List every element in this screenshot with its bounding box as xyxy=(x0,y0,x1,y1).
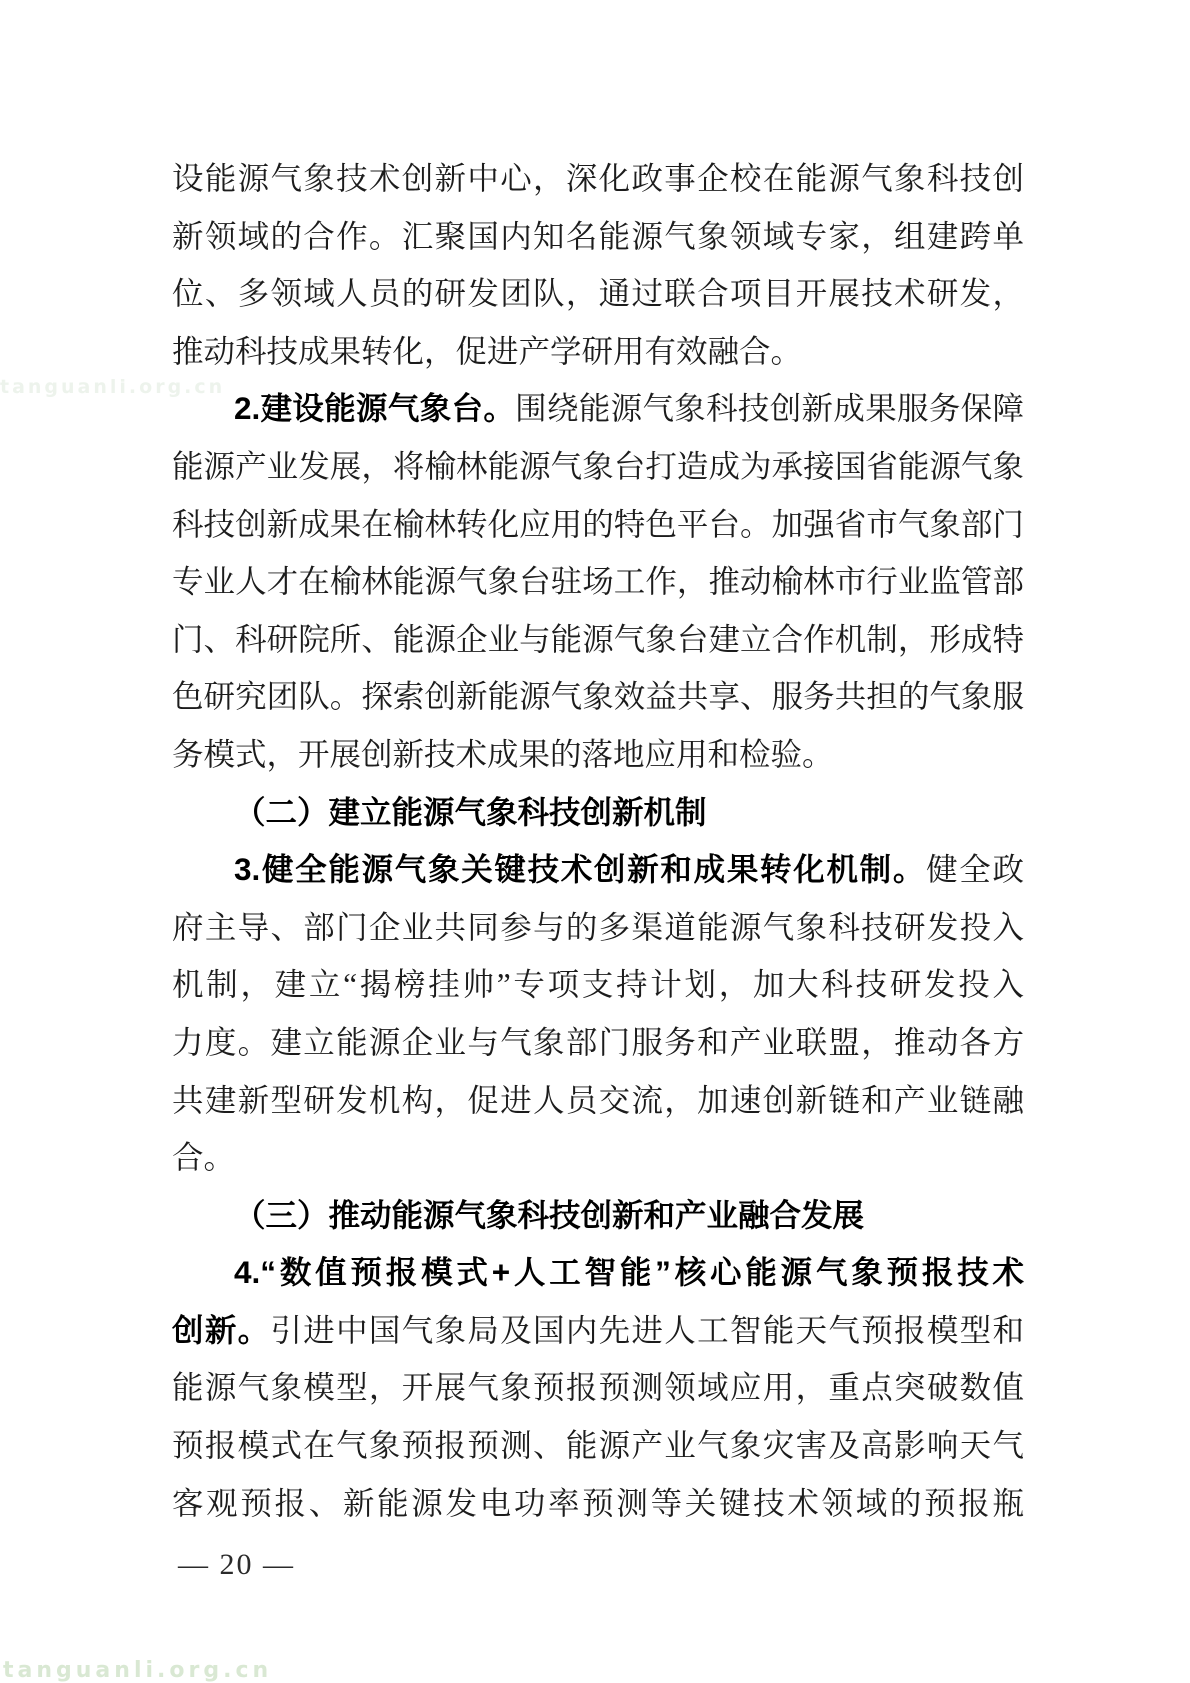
line-regular-segment: 位、多领域人员的研发团队，通过联合项目开展技术研发， xyxy=(172,276,1024,312)
line-regular-segment: 力度。建立能源企业与气象部门服务和产业联盟，推动各方 xyxy=(172,1024,1024,1060)
line-bold-segment: 创新。 xyxy=(172,1311,271,1348)
text-line xyxy=(172,208,1024,266)
line-regular-segment: 合。 xyxy=(172,1140,236,1176)
line-regular-segment: 务模式，开展创新技术成果的落地应用和检验。 xyxy=(172,736,834,772)
line-bold-segment: 4.“数值预报模式+人工智能”核心能源气象预报技术 xyxy=(234,1254,1024,1291)
paragraph-start-line xyxy=(172,380,1024,438)
text-line xyxy=(172,1014,1024,1072)
text-line xyxy=(172,553,1024,611)
line-regular-segment: 客观预报、新能源发电功率预测等关键技术领域的预报瓶 xyxy=(172,1485,1024,1521)
line-regular-segment: 预报模式在气象预报预测、能源产业气象灾害及高影响天气 xyxy=(172,1428,1024,1464)
line-regular-segment: 围绕能源气象科技创新成果服务保障 xyxy=(515,391,1024,427)
watermark-bottom: tanguanli.org.cn xyxy=(3,1658,273,1683)
line-regular-segment: 推动科技成果转化，促进产学研用有效融合。 xyxy=(172,333,803,369)
watermark-side: tanguanli.org.cn xyxy=(0,376,226,398)
line-regular-segment: 能源产业发展，将榆林能源气象台打造成为承接国省能源气象 xyxy=(172,448,1024,484)
text-line xyxy=(172,1129,1024,1187)
paragraph-start-line xyxy=(172,1244,1024,1302)
document-page-body xyxy=(172,150,1024,1532)
text-line xyxy=(172,1417,1024,1475)
text-line xyxy=(172,1072,1024,1130)
page-number: — 20 — xyxy=(178,1548,295,1581)
section-heading xyxy=(172,1187,1024,1245)
text-line xyxy=(172,668,1024,726)
text-line xyxy=(172,956,1024,1014)
text-line xyxy=(172,496,1024,554)
line-regular-segment: 机制，建立“揭榜挂帅”专项支持计划，加大科技研发投入 xyxy=(172,967,1024,1003)
text-line xyxy=(172,438,1024,496)
line-bold-segment: （二）建立能源气象科技创新机制 xyxy=(234,793,707,830)
line-regular-segment: 科技创新成果在榆林转化应用的特色平台。加强省市气象部门 xyxy=(172,506,1024,542)
line-regular-segment: 府主导、部门企业共同参与的多渠道能源气象科技研发投入 xyxy=(172,909,1024,945)
text-line xyxy=(172,150,1024,208)
line-regular-segment: 能源气象模型，开展气象预报预测领域应用，重点突破数值 xyxy=(172,1370,1024,1406)
line-regular-segment: 共建新型研发机构，促进人员交流，加速创新链和产业链融 xyxy=(172,1082,1024,1118)
line-bold-segment: 3.健全能源气象关键技术创新和成果转化机制。 xyxy=(234,851,927,888)
text-line xyxy=(172,899,1024,957)
line-regular-segment: 设能源气象技术创新中心，深化政事企校在能源气象科技创 xyxy=(172,161,1024,196)
text-line xyxy=(172,323,1024,381)
text-line xyxy=(172,611,1024,669)
line-regular-segment: 色研究团队。探索创新能源气象效益共享、服务共担的气象服 xyxy=(172,679,1024,715)
line-regular-segment: 门、科研院所、能源企业与能源气象台建立合作机制，形成特 xyxy=(172,621,1024,657)
text-line xyxy=(172,1302,1024,1360)
line-regular-segment: 新领域的合作。汇聚国内知名能源气象领域专家，组建跨单 xyxy=(172,218,1024,254)
paragraph-start-line xyxy=(172,841,1024,899)
line-regular-segment: 健全政 xyxy=(926,852,1024,888)
line-regular-segment: 引进中国气象局及国内先进人工智能天气预报模型和 xyxy=(270,1312,1024,1348)
line-regular-segment: 专业人才在榆林能源气象台驻场工作，推动榆林市行业监管部 xyxy=(172,564,1024,600)
text-line xyxy=(172,265,1024,323)
section-heading xyxy=(172,784,1024,842)
line-bold-segment: 2.建设能源气象台。 xyxy=(234,390,516,427)
text-line xyxy=(172,1359,1024,1417)
line-bold-segment: （三）推动能源气象科技创新和产业融合发展 xyxy=(234,1196,865,1233)
text-line xyxy=(172,1475,1024,1533)
text-line xyxy=(172,726,1024,784)
